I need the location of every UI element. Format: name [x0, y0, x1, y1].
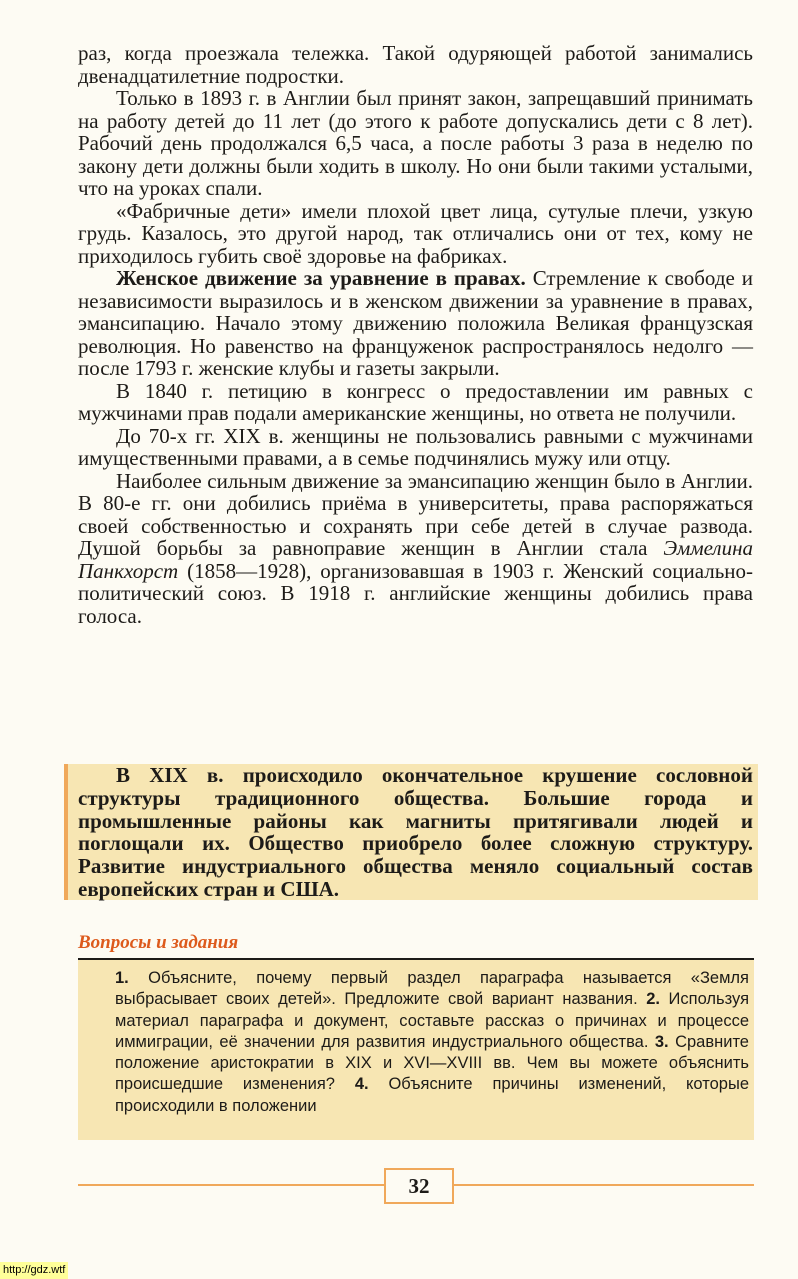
summary-text [78, 764, 753, 901]
questions-text [115, 968, 749, 1117]
footer-line-left [78, 1184, 384, 1186]
paragraph-7-text-b: (1858—1928), организовавшая в 1903 г. Женский социально-политический союз. В 1918 г. английские женщины добились права голоса. [78, 558, 753, 628]
paragraph-7 [78, 470, 753, 628]
paragraph-3: «Фабричные дети» имели плохой цвет лица, сутулые плечи, узкую грудь. Казалось, это другой народ, так отличались они от тех, кому не приходилось губить своё здоровье на фабриках. [78, 198, 753, 268]
question-number-1: 1. [115, 969, 129, 987]
questions-title: Вопросы и задания [78, 932, 239, 953]
question-2: Используя материал параграфа и документ, составьте рассказ о причинах и процессе иммиграции, её значении для развития индустриального общества. [115, 990, 750, 1051]
question-number-4: 4. [354, 1075, 369, 1094]
summary-paragraph: В XIX в. происходило окончательное крушение сословной структуры традиционного общества. Большие города и промышленные районы как магниты притягивали людей и поглощали их. Общество приобрело более сложную структуру. Развитие индустриального общества меняло социальный состав европейских стран и США. [78, 763, 753, 901]
question-3: Сравните положение аристократии в XIX и XVI—XVIII вв. Чем вы можете объяснить происшедшие изменения? [115, 1032, 749, 1094]
question-1: Объясните, почему первый раздел параграфа называется «Земля выбрасывает своих детей». Предложите свой вариант названия. [115, 969, 749, 1009]
question-number-2: 2. [646, 990, 660, 1009]
section-heading-womens-movement: Женское движение за уравнение в правах. [116, 266, 526, 290]
watermark-link[interactable]: http://gdz.wtf [0, 1262, 68, 1279]
footer-line-right [454, 1184, 754, 1186]
paragraph-4-text: Стремление к свободе и независимости выразилось и в женском движении за уравнение в правах, эмансипацию. Начало этому движению положила Великая французская революция. Но равенство на француженок распространялось недолго — после 1793 г. женские клубы и газеты закрыли. [78, 266, 753, 380]
paragraph-2: Только в 1893 г. в Англии был принят закон, запрещавший принимать на работу детей до 11 лет (до этого к работе допускались дети с 8 лет). Рабочий день продолжался 6,5 часа, а после работы 3 раза в неделю по закону дети должны были ходить в школу. Но они были такими усталыми, что на уроках спали. [78, 86, 753, 200]
question-number-3: 3. [654, 1032, 669, 1051]
question-4: Объясните причины изменений, которые происходили в положении [115, 1075, 750, 1115]
paragraph-6: До 70-х гг. XIX в. женщины не пользовались равными с мужчинами имущественными правами, а в семье подчинялись мужу или отцу. [78, 423, 753, 470]
person-name: Эммелина Панкхорст [78, 536, 753, 583]
paragraph-1: раз, когда проезжала тележка. Такой одуряющей работой занимались двенадцатилетние подростки. [78, 41, 753, 88]
paragraph-7-text-a: Наиболее сильным движение за эмансипацию женщин было в Англии. В 80-е гг. они добились приёма в университеты, права распоряжаться своей собственностью и сохранять при себе детей в случае развода. Душой борьбы за равноправие женщин в Англии стала [78, 468, 753, 560]
main-text [78, 42, 753, 627]
page-number: 32 [384, 1168, 454, 1204]
paragraph-4 [78, 267, 753, 380]
paragraph-5: В 1840 г. петицию в конгресс о предоставлении им равных с мужчинами прав подали американские женщины, но ответа не получили. [78, 378, 753, 425]
